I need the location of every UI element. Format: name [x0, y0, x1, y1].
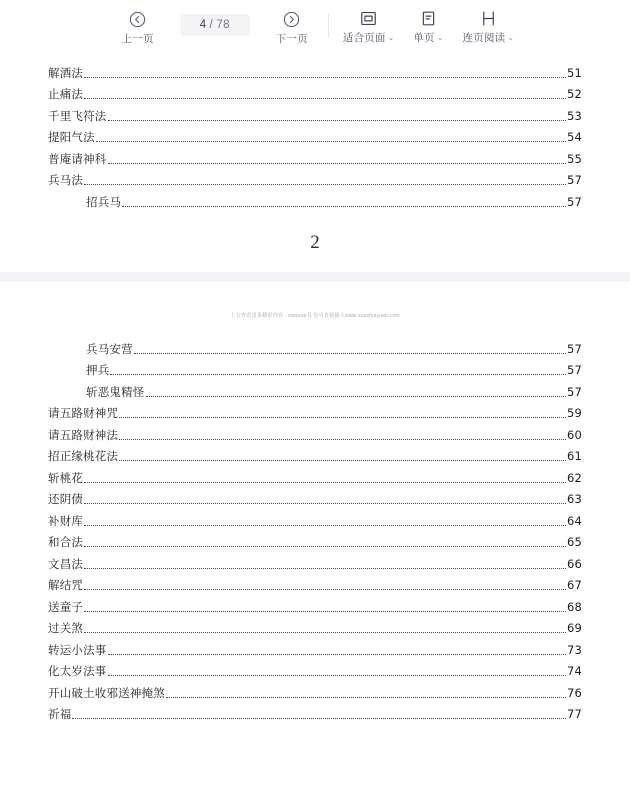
toc-entry[interactable] — [48, 102, 582, 124]
toc-entry-title: 普庵请神科 — [48, 151, 107, 166]
toc-entry-title: 送童子 — [48, 599, 84, 614]
toc-leader-dots — [108, 153, 566, 164]
toc-leader-dots — [119, 429, 566, 440]
toc-leader-dots — [84, 67, 566, 78]
toc-entry-title: 招正缘桃花法 — [48, 449, 119, 463]
toc-entry-title: 斩桃花 — [48, 470, 84, 485]
toc-entry-page-number: 60 — [566, 427, 582, 442]
toc-entry-title: 开山破土收邪送神掩煞 — [48, 685, 165, 700]
toc-leader-dots — [96, 131, 566, 142]
toc-entry-page-number: 63 — [566, 492, 582, 506]
toc-leader-dots — [84, 579, 566, 590]
chevron-down-icon: ⌄ — [436, 33, 444, 42]
toc-entry[interactable] — [48, 378, 582, 400]
toc-entry-title: 兵马安营 — [86, 341, 133, 356]
pdf-toolbar — [0, 0, 630, 55]
next-page-button[interactable] — [264, 8, 320, 48]
toc-entry[interactable] — [48, 507, 582, 529]
toc-entry-title: 解结咒 — [48, 578, 84, 592]
chevron-right-circle-icon — [282, 10, 301, 29]
toc-entry-page-number: 57 — [566, 363, 582, 377]
toc-entry-title: 押兵 — [86, 363, 110, 377]
single-page-icon — [419, 9, 438, 28]
page-separator — [0, 272, 630, 282]
toc-entry-title: 兵马法 — [48, 173, 84, 187]
reading-mode-label — [463, 31, 515, 46]
toc-entry[interactable] — [48, 188, 582, 210]
toc-entry-page-number: 51 — [566, 65, 582, 80]
watermark-text: 上方查看更多精彩内容 : visuone书 也可直接输入www.xueshuiyuan.com — [230, 312, 400, 320]
page-total-label: / 78 — [209, 18, 230, 31]
reading-mode-button[interactable] — [457, 7, 521, 48]
toc-entry[interactable] — [48, 335, 582, 357]
toc-entry[interactable] — [48, 615, 582, 637]
toc-entry[interactable] — [48, 167, 582, 189]
toc-leader-dots — [84, 174, 566, 185]
toc-entry[interactable] — [48, 124, 582, 146]
toc-entry-title: 补财库 — [48, 513, 84, 528]
next-page-label: 下一页 — [275, 32, 308, 45]
toc-entry-page-number: 67 — [566, 578, 582, 592]
toc-leader-dots — [84, 601, 566, 612]
toc-leader-dots — [134, 343, 566, 354]
toc-entry[interactable] — [48, 593, 582, 615]
prev-page-button[interactable] — [110, 8, 166, 48]
page-folio-number: 2 — [310, 231, 320, 253]
toc-entry-title: 化太岁法事 — [48, 664, 107, 678]
continuous-reading-icon — [479, 9, 498, 28]
toc-leader-dots — [146, 386, 566, 397]
toc-entry-title: 转运小法事 — [48, 642, 107, 657]
toc-list-page1 — [48, 59, 582, 210]
chevron-left-circle-icon — [128, 10, 147, 29]
toc-leader-dots — [166, 687, 566, 698]
toc-leader-dots — [119, 407, 566, 418]
toc-entry-page-number: 61 — [566, 449, 582, 463]
toc-entry-title: 止痛法 — [48, 87, 84, 101]
fit-page-icon — [359, 9, 378, 28]
toc-list-page2 — [48, 335, 582, 722]
toc-entry[interactable] — [48, 636, 582, 658]
page-layout-text: 单页 — [413, 32, 435, 44]
toc-leader-dots — [110, 364, 566, 375]
toc-leader-dots — [84, 493, 566, 504]
toc-entry-page-number: 64 — [566, 513, 582, 528]
page-current-value: 4 — [199, 18, 207, 31]
toc-entry-title: 过关煞 — [48, 621, 84, 635]
toc-entry-page-number: 55 — [566, 151, 582, 166]
toc-entry-page-number: 69 — [566, 621, 582, 635]
toc-entry[interactable] — [48, 443, 582, 465]
toc-entry-page-number: 77 — [566, 707, 582, 721]
toc-leader-dots — [108, 665, 566, 676]
toc-entry-page-number: 73 — [566, 642, 582, 657]
page-number-input[interactable] — [180, 14, 250, 36]
chevron-down-icon: ⌄ — [387, 33, 395, 42]
toc-entry[interactable] — [48, 145, 582, 167]
toc-entry-page-number: 68 — [566, 599, 582, 614]
page-layout-button[interactable] — [401, 7, 457, 48]
toc-entry[interactable] — [48, 486, 582, 508]
toc-leader-dots — [84, 622, 566, 633]
toc-leader-dots — [72, 708, 566, 719]
toc-leader-dots — [108, 644, 566, 655]
toc-entry-title: 斩恶鬼精怪 — [86, 384, 145, 399]
toc-entry[interactable] — [48, 464, 582, 486]
toc-entry-title: 提阳气法 — [48, 130, 95, 144]
toc-leader-dots — [84, 558, 566, 569]
toc-entry-title: 解酒法 — [48, 65, 84, 80]
toc-entry-title: 千里飞符法 — [48, 108, 107, 123]
toc-entry[interactable] — [48, 529, 582, 551]
toc-entry-page-number: 57 — [566, 173, 582, 187]
toc-entry[interactable] — [48, 59, 582, 81]
document-page-1 — [0, 55, 630, 272]
reading-mode-text: 连页阅读 — [462, 32, 506, 44]
toc-entry-title: 招兵马 — [86, 194, 122, 209]
toc-entry[interactable] — [48, 357, 582, 379]
toc-entry-page-number: 66 — [566, 556, 582, 571]
toc-entry-title: 和合法 — [48, 535, 84, 549]
toc-entry[interactable] — [48, 421, 582, 443]
toolbar-divider — [328, 14, 329, 38]
toc-leader-dots — [122, 196, 566, 207]
toc-entry-page-number: 76 — [566, 685, 582, 700]
toc-entry-page-number: 52 — [566, 87, 582, 101]
toc-entry[interactable] — [48, 658, 582, 680]
toc-entry[interactable] — [48, 572, 582, 594]
toc-entry-page-number: 57 — [566, 341, 582, 356]
toc-leader-dots — [108, 110, 566, 121]
page-layout-label — [413, 31, 443, 46]
toc-entry[interactable] — [48, 679, 582, 701]
toc-entry[interactable] — [48, 400, 582, 422]
toc-entry-title: 文昌法 — [48, 556, 84, 571]
toc-leader-dots — [119, 450, 566, 461]
document-page-2 — [0, 282, 630, 796]
toc-entry-title: 祈福 — [48, 707, 72, 721]
fit-page-button[interactable] — [337, 7, 401, 48]
toc-entry-page-number: 54 — [566, 130, 582, 144]
toc-entry[interactable] — [48, 701, 582, 723]
toc-entry-page-number: 74 — [566, 664, 582, 678]
document-scroll-area[interactable] — [0, 55, 630, 796]
toc-leader-dots — [84, 472, 566, 483]
chevron-down-icon: ⌄ — [507, 33, 515, 42]
toc-entry-title: 请五路财神咒 — [48, 406, 119, 420]
toc-entry-title: 请五路财神法 — [48, 427, 119, 442]
fit-page-label — [343, 31, 395, 46]
toc-entry-title: 还阴债 — [48, 492, 84, 506]
toc-entry-page-number: 65 — [566, 535, 582, 549]
toc-entry[interactable] — [48, 81, 582, 103]
toc-leader-dots — [84, 536, 566, 547]
toc-leader-dots — [84, 515, 566, 526]
toc-entry-page-number: 57 — [566, 384, 582, 399]
toc-entry-page-number: 59 — [566, 406, 582, 420]
toc-entry-page-number: 53 — [566, 108, 582, 123]
toc-entry-page-number: 57 — [566, 194, 582, 209]
prev-page-label: 上一页 — [121, 32, 154, 45]
toc-entry[interactable] — [48, 550, 582, 572]
toc-entry-page-number: 62 — [566, 470, 582, 485]
fit-page-text: 适合页面 — [342, 32, 386, 44]
toc-leader-dots — [84, 88, 566, 99]
